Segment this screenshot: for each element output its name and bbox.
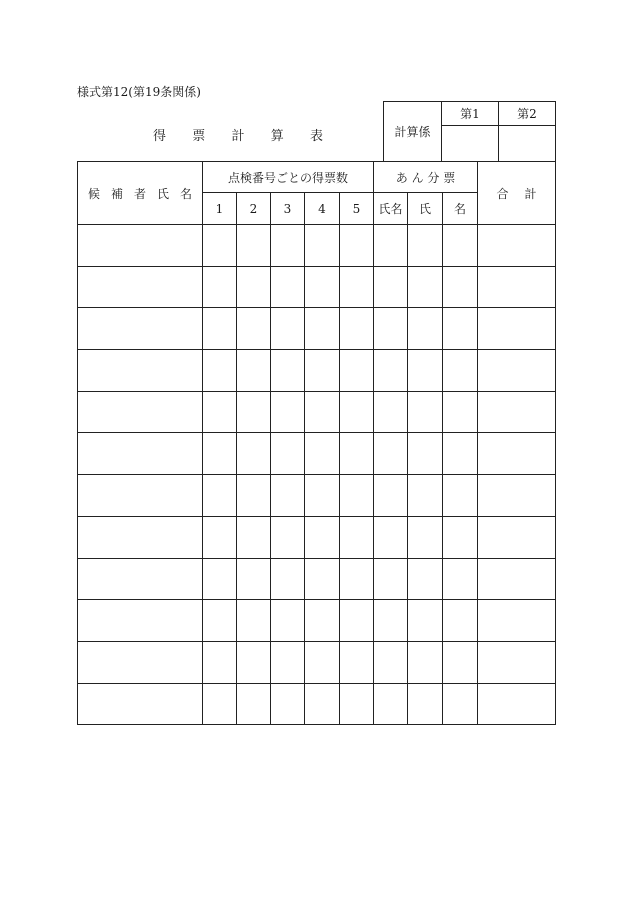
title-char: 算 (270, 129, 284, 144)
table-row (78, 225, 556, 267)
checkpoint-5-cell[interactable] (340, 683, 374, 725)
checkpoint-4-cell[interactable] (305, 350, 340, 392)
proportional-full-name-cell[interactable] (374, 641, 408, 683)
checkpoint-number-5: 5 (340, 193, 374, 225)
checkpoint-4-cell[interactable] (305, 391, 340, 433)
total-cell[interactable] (478, 558, 556, 600)
total-cell[interactable] (478, 225, 556, 267)
checkpoint-2-cell[interactable] (237, 266, 271, 308)
table-row (78, 391, 556, 433)
proportional-full-name-cell[interactable] (374, 600, 408, 642)
checkpoint-2-cell[interactable] (237, 308, 271, 350)
checkpoint-5-cell[interactable] (340, 558, 374, 600)
proportional-given-name-cell[interactable] (443, 308, 478, 350)
clerk-stamp-box-first[interactable] (442, 126, 499, 162)
proportional-given-name-cell[interactable] (443, 600, 478, 642)
proportional-full-name: 氏名 (374, 193, 408, 225)
checkpoint-1-cell[interactable] (203, 475, 237, 517)
proportional-full-name-cell[interactable] (374, 391, 408, 433)
proportional-full-name-cell[interactable] (374, 433, 408, 475)
proportional-given-name-cell[interactable] (443, 475, 478, 517)
checkpoint-1-cell[interactable] (203, 683, 237, 725)
checkpoint-4-cell[interactable] (305, 516, 340, 558)
proportional-surname-cell[interactable] (408, 475, 443, 517)
candidate-name-cell[interactable] (78, 308, 203, 350)
table-row (78, 350, 556, 392)
proportional-surname-cell[interactable] (408, 391, 443, 433)
checkpoint-3-cell[interactable] (271, 308, 305, 350)
proportional-given-name-cell[interactable] (443, 641, 478, 683)
checkpoint-2-cell[interactable] (237, 433, 271, 475)
proportional-surname-cell[interactable] (408, 558, 443, 600)
table-row (78, 600, 556, 642)
proportional-full-name-cell[interactable] (374, 558, 408, 600)
total-cell[interactable] (478, 600, 556, 642)
proportional-full-name-cell[interactable] (374, 225, 408, 267)
proportional-given-name-cell[interactable] (443, 433, 478, 475)
total-cell[interactable] (478, 475, 556, 517)
checkpoint-3-cell[interactable] (271, 433, 305, 475)
proportional-given-name-cell[interactable] (443, 266, 478, 308)
total-cell[interactable] (478, 433, 556, 475)
checkpoint-3-cell[interactable] (271, 225, 305, 267)
checkpoint-2-cell[interactable] (237, 641, 271, 683)
tally-body (78, 225, 556, 725)
table-row (78, 266, 556, 308)
checkpoint-3-cell[interactable] (271, 516, 305, 558)
candidate-name-cell[interactable] (78, 683, 203, 725)
title-char: 票 (192, 129, 206, 144)
checkpoint-4-cell[interactable] (305, 558, 340, 600)
checkpoint-1-cell[interactable] (203, 308, 237, 350)
checkpoint-4-cell[interactable] (305, 225, 340, 267)
checkpoint-3-cell[interactable] (271, 558, 305, 600)
proportional-votes-header: あ ん 分 票 (374, 162, 478, 193)
proportional-given-name-cell[interactable] (443, 391, 478, 433)
total-cell[interactable] (478, 516, 556, 558)
checkpoint-3-cell[interactable] (271, 683, 305, 725)
total-header: 合 計 (478, 162, 556, 225)
clerk-stamp-box-second[interactable] (499, 126, 556, 162)
checkpoint-3-cell[interactable] (271, 391, 305, 433)
proportional-surname: 氏 (408, 193, 443, 225)
checkpoint-3-cell[interactable] (271, 266, 305, 308)
candidate-name-cell[interactable] (78, 225, 203, 267)
checkpoint-2-cell[interactable] (237, 516, 271, 558)
proportional-surname-cell[interactable] (408, 641, 443, 683)
candidate-name-cell[interactable] (78, 350, 203, 392)
checkpoint-5-cell[interactable] (340, 266, 374, 308)
proportional-surname-cell[interactable] (408, 683, 443, 725)
candidate-name-cell[interactable] (78, 433, 203, 475)
checkpoint-1-cell[interactable] (203, 225, 237, 267)
checkpoint-votes-header: 点検番号ごとの得票数 (203, 162, 374, 193)
candidate-name-cell[interactable] (78, 475, 203, 517)
proportional-surname-cell[interactable] (408, 308, 443, 350)
total-cell[interactable] (478, 391, 556, 433)
checkpoint-3-cell[interactable] (271, 350, 305, 392)
checkpoint-1-cell[interactable] (203, 391, 237, 433)
checkpoint-2-cell[interactable] (237, 225, 271, 267)
checkpoint-1-cell[interactable] (203, 641, 237, 683)
proportional-full-name-cell[interactable] (374, 308, 408, 350)
proportional-surname-cell[interactable] (408, 350, 443, 392)
checkpoint-3-cell[interactable] (271, 641, 305, 683)
candidate-name-cell[interactable] (78, 641, 203, 683)
checkpoint-4-cell[interactable] (305, 433, 340, 475)
checkpoint-1-cell[interactable] (203, 266, 237, 308)
checkpoint-2-cell[interactable] (237, 350, 271, 392)
proportional-given-name-cell[interactable] (443, 516, 478, 558)
proportional-full-name-cell[interactable] (374, 683, 408, 725)
checkpoint-2-cell[interactable] (237, 391, 271, 433)
clerk-stamp-table (383, 101, 556, 162)
checkpoint-4-cell[interactable] (305, 683, 340, 725)
total-cell[interactable] (478, 350, 556, 392)
clerk-col-second: 第2 (499, 102, 556, 126)
total-cell[interactable] (478, 683, 556, 725)
checkpoint-2-cell[interactable] (237, 600, 271, 642)
checkpoint-4-cell[interactable] (305, 308, 340, 350)
checkpoint-5-cell[interactable] (340, 516, 374, 558)
candidate-name-cell[interactable] (78, 558, 203, 600)
proportional-surname-cell[interactable] (408, 225, 443, 267)
title-char: 得 (153, 129, 167, 144)
checkpoint-5-cell[interactable] (340, 433, 374, 475)
checkpoint-1-cell[interactable] (203, 516, 237, 558)
total-cell[interactable] (478, 266, 556, 308)
checkpoint-1-cell[interactable] (203, 350, 237, 392)
checkpoint-2-cell[interactable] (237, 475, 271, 517)
checkpoint-number-4: 4 (305, 193, 340, 225)
proportional-surname-cell[interactable] (408, 600, 443, 642)
table-row (78, 308, 556, 350)
checkpoint-5-cell[interactable] (340, 391, 374, 433)
checkpoint-5-cell[interactable] (340, 600, 374, 642)
checkpoint-4-cell[interactable] (305, 600, 340, 642)
table-row (78, 475, 556, 517)
proportional-given-name-cell[interactable] (443, 225, 478, 267)
proportional-full-name-cell[interactable] (374, 350, 408, 392)
total-cell[interactable] (478, 641, 556, 683)
form-title (153, 125, 323, 144)
checkpoint-1-cell[interactable] (203, 433, 237, 475)
proportional-full-name-cell[interactable] (374, 266, 408, 308)
checkpoint-2-cell[interactable] (237, 558, 271, 600)
proportional-surname-cell[interactable] (408, 433, 443, 475)
checkpoint-4-cell[interactable] (305, 641, 340, 683)
proportional-full-name-cell[interactable] (374, 475, 408, 517)
candidate-name-header: 候 補 者 氏 名 (78, 162, 203, 225)
candidate-name-cell[interactable] (78, 391, 203, 433)
checkpoint-3-cell[interactable] (271, 475, 305, 517)
vote-tally-table (77, 161, 556, 725)
checkpoint-5-cell[interactable] (340, 641, 374, 683)
total-cell[interactable] (478, 308, 556, 350)
checkpoint-1-cell[interactable] (203, 558, 237, 600)
checkpoint-5-cell[interactable] (340, 475, 374, 517)
proportional-surname-cell[interactable] (408, 266, 443, 308)
table-row (78, 558, 556, 600)
checkpoint-5-cell[interactable] (340, 350, 374, 392)
checkpoint-4-cell[interactable] (305, 266, 340, 308)
proportional-given-name-cell[interactable] (443, 350, 478, 392)
proportional-full-name-cell[interactable] (374, 516, 408, 558)
checkpoint-5-cell[interactable] (340, 225, 374, 267)
title-char: 表 (309, 129, 323, 144)
table-row (78, 516, 556, 558)
proportional-given-name-cell[interactable] (443, 683, 478, 725)
checkpoint-2-cell[interactable] (237, 683, 271, 725)
checkpoint-1-cell[interactable] (203, 600, 237, 642)
clerk-col-first: 第1 (442, 102, 499, 126)
candidate-name-cell[interactable] (78, 516, 203, 558)
candidate-name-cell[interactable] (78, 600, 203, 642)
table-row (78, 433, 556, 475)
clerk-label: 計算係 (384, 102, 442, 162)
table-row (78, 641, 556, 683)
candidate-name-cell[interactable] (78, 266, 203, 308)
table-row (78, 683, 556, 725)
checkpoint-3-cell[interactable] (271, 600, 305, 642)
form-reference: 様式第12(第19条関係) (77, 85, 201, 99)
checkpoint-4-cell[interactable] (305, 475, 340, 517)
checkpoint-number-1: 1 (203, 193, 237, 225)
checkpoint-5-cell[interactable] (340, 308, 374, 350)
proportional-given-name: 名 (443, 193, 478, 225)
proportional-given-name-cell[interactable] (443, 558, 478, 600)
title-char: 計 (231, 129, 245, 144)
checkpoint-number-3: 3 (271, 193, 305, 225)
proportional-surname-cell[interactable] (408, 516, 443, 558)
checkpoint-number-2: 2 (237, 193, 271, 225)
